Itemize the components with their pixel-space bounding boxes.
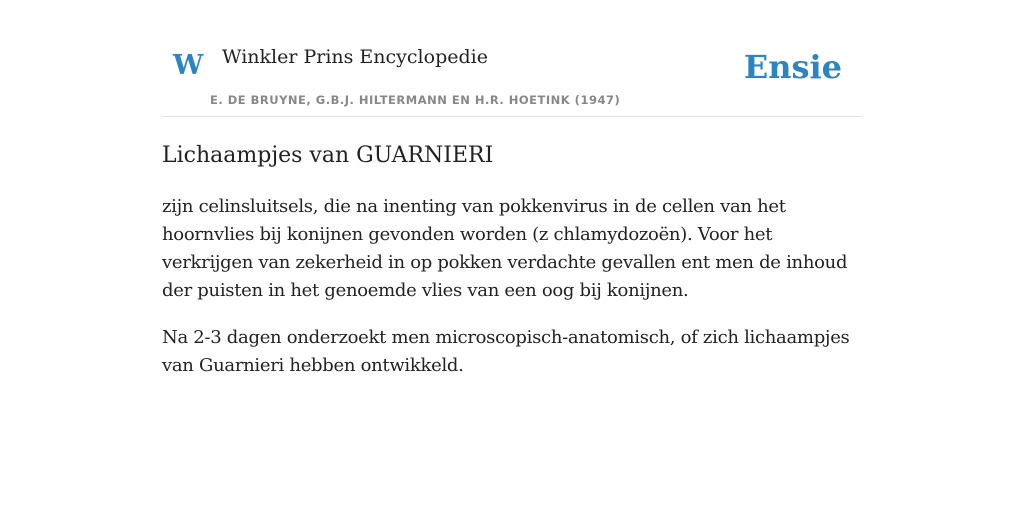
source-title[interactable]: Winkler Prins Encyclopedie	[222, 46, 488, 68]
article-paragraph-2: Na 2-3 dagen onderzoekt men microscopisch-anatomisch, of zich lichaampjes van Guarnieri hebben ontwikkeld.	[162, 326, 850, 376]
source-logo[interactable]: W	[173, 50, 204, 81]
page	[162, 0, 862, 380]
brand-logo[interactable]: Ensie	[743, 48, 842, 86]
source-authors: E. DE BRUYNE, G.B.J. HILTERMANN EN H.R. HOETINK (1947)	[210, 93, 621, 107]
article-paragraph-1: zijn celinsluitsels, die na inenting van pokkenvirus in de cellen van het hoornvlies bij konijnen gevonden worden (z chlamydozoën). Voor het verkrijgen van zekerheid in op pokken verdachte gevallen ent men de inhoud der puisten in het genoemde vlies van een oog bij konijnen.	[162, 195, 848, 301]
article-title: Lichaampjes van GUARNIERI	[162, 143, 494, 168]
source-header	[162, 0, 862, 117]
